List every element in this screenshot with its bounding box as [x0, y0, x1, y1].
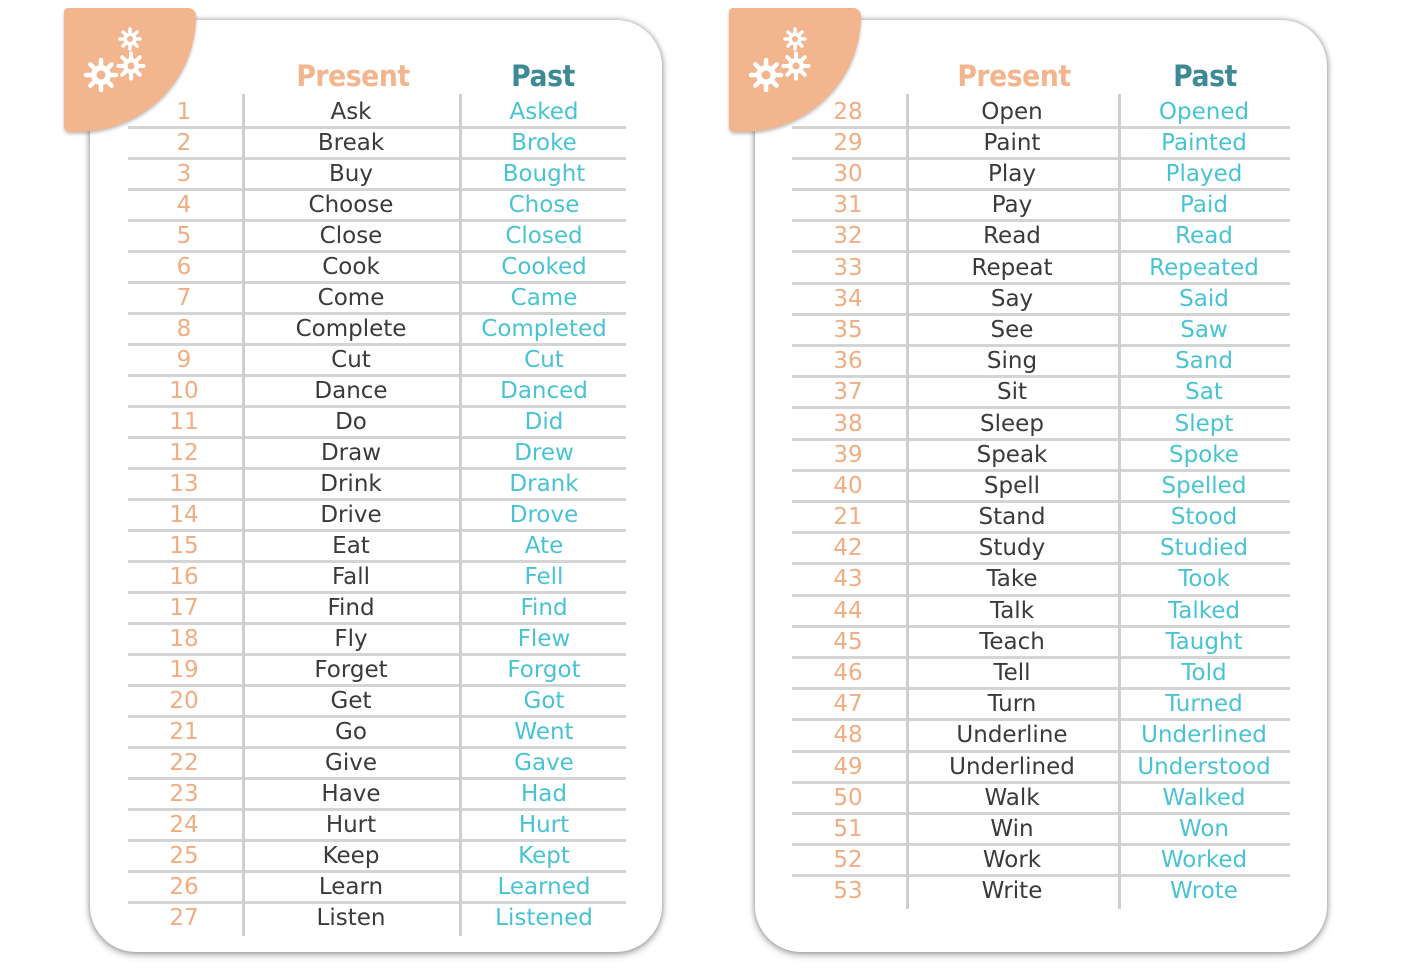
row-number: 23 — [169, 781, 199, 808]
past-verb: Bought — [502, 160, 586, 187]
header-past-left: Past — [511, 59, 575, 93]
present-verb: Cook — [322, 253, 380, 280]
row-number: 37 — [833, 379, 863, 406]
row-number: 18 — [169, 626, 199, 653]
row-number: 10 — [169, 377, 199, 404]
present-verb: Tell — [993, 660, 1031, 687]
row-number: 17 — [169, 595, 199, 622]
row-number: 43 — [833, 566, 863, 593]
present-verb: Buy — [329, 160, 373, 187]
present-verb: See — [990, 316, 1034, 343]
past-verb: Drew — [514, 439, 574, 466]
row-number: 12 — [169, 439, 199, 466]
past-verb: Sat — [1185, 379, 1223, 406]
present-verb: Find — [327, 595, 375, 622]
row-number: 53 — [833, 878, 863, 905]
present-verb: Learn — [318, 874, 384, 901]
past-verb: Chose — [508, 191, 580, 218]
past-verb: Had — [521, 781, 567, 808]
row-number: 32 — [833, 223, 863, 250]
row-number: 30 — [833, 160, 863, 187]
gears-icon — [745, 26, 825, 106]
past-verb: Spelled — [1161, 472, 1247, 499]
past-verb: Flew — [517, 626, 571, 653]
past-verb: Said — [1179, 285, 1229, 312]
present-verb: Close — [319, 222, 383, 249]
present-verb: Study — [978, 535, 1046, 562]
past-verb: Studied — [1160, 535, 1248, 562]
past-verb: Won — [1178, 816, 1230, 843]
row-number: 24 — [169, 812, 199, 839]
present-verb: Have — [321, 781, 381, 808]
past-verb: Took — [1178, 566, 1230, 593]
present-verb: Work — [982, 847, 1042, 874]
row-number: 29 — [833, 129, 863, 156]
row-number: 51 — [833, 816, 863, 843]
past-verb: Played — [1165, 160, 1243, 187]
past-verb: Saw — [1180, 316, 1228, 343]
row-number: 8 — [176, 315, 192, 342]
row-number: 14 — [169, 502, 199, 528]
row-number: 7 — [176, 284, 192, 311]
row-number: 15 — [169, 533, 199, 560]
present-verb: Say — [990, 285, 1034, 312]
row-number: 45 — [833, 628, 863, 655]
row-number: 5 — [176, 222, 192, 249]
row-number: 11 — [169, 408, 199, 435]
past-verb: Worked — [1160, 847, 1248, 874]
present-verb: Spell — [983, 472, 1041, 499]
past-verb: Talked — [1168, 597, 1240, 624]
row-number: 1 — [176, 98, 192, 125]
present-verb: Hurt — [325, 812, 377, 839]
row-number: 40 — [833, 472, 863, 499]
present-verb: Open — [981, 98, 1043, 125]
present-verb: Do — [335, 408, 367, 435]
row-number: 38 — [833, 410, 863, 437]
row-number: 28 — [833, 98, 863, 125]
row-number: 13 — [169, 470, 199, 497]
row-number: 20 — [169, 688, 199, 715]
present-verb: Take — [986, 566, 1038, 593]
row-number: 46 — [833, 660, 863, 687]
header-present-left: Present — [296, 59, 410, 93]
past-verb: Slept — [1174, 410, 1234, 437]
row-number: 16 — [169, 564, 199, 591]
present-verb: Fly — [334, 626, 368, 653]
row-number: 44 — [833, 597, 863, 624]
present-verb: Choose — [308, 191, 394, 218]
present-verb: Sit — [996, 379, 1027, 406]
row-number: 48 — [833, 722, 863, 749]
present-verb: Go — [335, 719, 367, 746]
row-number: 33 — [833, 254, 863, 281]
past-verb: Read — [1175, 223, 1233, 250]
past-verb: Forgot — [507, 657, 581, 684]
present-verb: Sleep — [980, 410, 1044, 437]
present-verb: Complete — [295, 315, 407, 342]
present-verb: Turn — [987, 691, 1037, 718]
past-verb: Fell — [524, 564, 564, 591]
present-verb: Drive — [320, 502, 382, 528]
past-verb: Walked — [1162, 784, 1246, 811]
present-verb: Forget — [314, 657, 388, 684]
header-present-right: Present — [957, 59, 1071, 93]
row-number: 2 — [176, 129, 192, 156]
past-verb: Gave — [514, 750, 574, 777]
present-verb: Talk — [989, 597, 1035, 624]
row-number: 25 — [169, 843, 199, 870]
present-verb: Play — [988, 160, 1036, 187]
row-number: 6 — [176, 253, 192, 280]
present-verb: Underline — [956, 722, 1068, 749]
present-verb: Dance — [314, 377, 388, 404]
past-verb: Hurt — [518, 812, 570, 839]
past-verb: Danced — [500, 377, 588, 404]
row-number: 19 — [169, 657, 199, 684]
present-verb: Speak — [976, 441, 1048, 468]
past-verb: Broke — [511, 129, 577, 156]
past-verb: Got — [523, 688, 565, 715]
past-verb: Went — [514, 719, 574, 746]
gears-icon — [80, 26, 160, 106]
past-verb: Painted — [1161, 129, 1247, 156]
present-verb: Get — [330, 688, 372, 715]
present-verb: Give — [325, 750, 377, 777]
row-number: 39 — [833, 441, 863, 468]
past-verb: Paid — [1180, 192, 1228, 219]
present-verb: Teach — [979, 628, 1045, 655]
past-verb: Cooked — [501, 253, 587, 280]
present-verb: Drink — [320, 470, 382, 497]
row-number: 50 — [833, 784, 863, 811]
row-number: 4 — [176, 191, 192, 218]
past-verb: Spoke — [1169, 441, 1239, 468]
row-number: 49 — [833, 753, 863, 780]
present-verb: Listen — [316, 905, 386, 932]
present-verb: Fall — [332, 564, 370, 591]
past-verb: Did — [524, 408, 564, 435]
past-verb: Taught — [1165, 628, 1243, 655]
past-verb: Understood — [1137, 753, 1271, 780]
past-verb: Drank — [509, 470, 579, 497]
past-verb: Find — [520, 595, 568, 622]
present-verb: Write — [981, 878, 1043, 905]
present-verb: Draw — [320, 439, 382, 466]
row-number: 35 — [833, 316, 863, 343]
present-verb: Cut — [331, 346, 371, 373]
present-verb: Read — [983, 223, 1041, 250]
header-past-right: Past — [1173, 59, 1237, 93]
past-verb: Listened — [495, 905, 593, 932]
row-number: 34 — [833, 285, 863, 312]
past-verb: Completed — [481, 315, 607, 342]
row-number: 3 — [176, 160, 192, 187]
present-verb: Walk — [984, 784, 1040, 811]
past-verb: Told — [1181, 660, 1227, 687]
past-verb: Closed — [505, 222, 583, 249]
past-verb: Wrote — [1170, 878, 1238, 905]
past-verb: Came — [510, 284, 578, 311]
row-number: 21 — [169, 719, 199, 746]
present-verb: Eat — [332, 533, 370, 560]
past-verb: Drove — [509, 502, 579, 528]
past-verb: Turned — [1165, 691, 1243, 718]
past-verb: Asked — [509, 98, 579, 125]
row-number: 31 — [833, 192, 863, 219]
past-verb: Cut — [524, 346, 564, 373]
present-verb: Win — [990, 816, 1034, 843]
row-number: 26 — [169, 874, 199, 901]
present-verb: Paint — [983, 129, 1041, 156]
present-verb: Stand — [978, 504, 1046, 531]
row-number: 36 — [833, 348, 863, 375]
row-number: 52 — [833, 847, 863, 874]
present-verb: Come — [317, 284, 385, 311]
present-verb: Ask — [330, 98, 372, 125]
present-verb: Repeat — [971, 254, 1053, 281]
present-verb: Keep — [322, 843, 380, 870]
row-number: 42 — [833, 535, 863, 562]
past-verb: Underlined — [1141, 722, 1267, 749]
present-verb: Underlined — [949, 753, 1075, 780]
past-verb: Ate — [524, 533, 564, 560]
row-number: 47 — [833, 691, 863, 718]
present-verb: Sing — [986, 348, 1038, 375]
row-number: 9 — [176, 346, 192, 373]
past-verb: Sand — [1175, 348, 1233, 375]
row-number: 27 — [169, 905, 199, 932]
past-verb: Opened — [1158, 98, 1250, 125]
past-verb: Repeated — [1149, 254, 1259, 281]
present-verb: Break — [317, 129, 385, 156]
present-verb: Pay — [991, 192, 1033, 219]
past-verb: Learned — [497, 874, 591, 901]
row-number: 21 — [833, 504, 863, 531]
row-number: 22 — [169, 750, 199, 777]
past-verb: Stood — [1170, 504, 1238, 531]
past-verb: Kept — [518, 843, 570, 870]
